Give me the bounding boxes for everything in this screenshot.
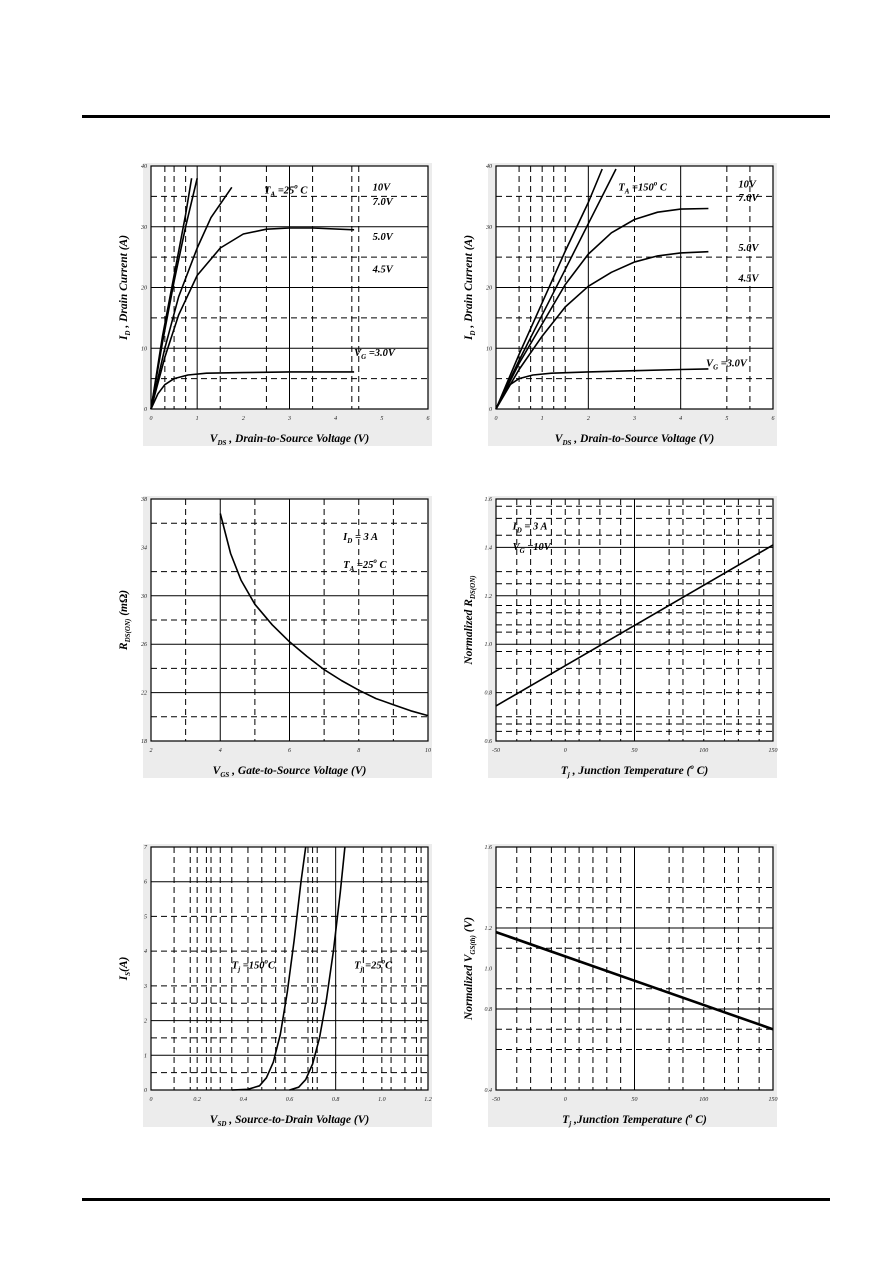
y-axis-label: Normalized $R_{DS(ON)}$	[463, 575, 477, 665]
y-tick-label: 0	[144, 407, 147, 413]
x-axis-label: $V_{SD}$ , Source-to-Drain Voltage (V)	[209, 1114, 370, 1128]
x-axis-label: $T_j$ ,Junction Temperature ($^o$ C)	[562, 1112, 707, 1128]
x-tick-label: 5	[380, 416, 384, 422]
y-axis-label: $I_S(A)$	[118, 956, 132, 981]
y-tick-label: 7	[144, 845, 147, 851]
chart-annotation: $V_G =10V$	[512, 541, 551, 555]
y-tick-label: 10	[486, 346, 492, 353]
y-tick-label: 10	[141, 346, 147, 353]
chart-annotation: 10V	[372, 182, 391, 194]
y-tick-label: 1.0	[484, 966, 492, 973]
chart-annotation: $T_A =25^o$ C	[264, 182, 308, 199]
x-tick-label: 0.4	[239, 1097, 248, 1103]
c4-chart	[463, 496, 778, 779]
chart-annotation: $T_j =150^oC$	[231, 957, 276, 974]
x-tick-label: 0	[149, 416, 153, 422]
y-tick-label: 1.2	[484, 926, 492, 932]
y-tick-label: 1.6	[484, 845, 492, 851]
x-tick-label: 3	[288, 416, 291, 422]
y-tick-label: 3	[144, 983, 147, 990]
x-tick-label: 4	[679, 416, 683, 422]
y-tick-label: 0.8	[484, 690, 492, 697]
x-tick-label: 6	[426, 416, 430, 422]
chart-annotation: 4.5V	[738, 273, 759, 285]
y-tick-label: 1.6	[484, 497, 492, 503]
y-axis-label: $I_D$ , Drain Current (A)	[118, 234, 132, 341]
x-tick-label: 1	[540, 416, 544, 422]
chart-annotation: $T_A =150^o$ C	[618, 179, 667, 196]
x-tick-label: 2	[149, 748, 153, 754]
y-tick-label: 30	[141, 593, 147, 600]
x-tick-label: 0.8	[331, 1097, 340, 1103]
x-tick-label: 150	[768, 1097, 778, 1103]
y-tick-label: 30	[486, 224, 492, 231]
y-tick-label: 34	[141, 545, 147, 552]
chart-annotation: $T_A =25^o$ C	[343, 556, 387, 573]
y-tick-label: 1.0	[484, 642, 492, 649]
x-tick-label: 8	[357, 748, 361, 754]
y-tick-label: 6	[144, 879, 147, 886]
x-tick-label: 0	[149, 1097, 153, 1103]
chart-annotation: $V_G =3.0V$	[706, 358, 747, 372]
c6-chart	[463, 844, 778, 1128]
x-axis-label: $V_{DS}$ , Drain-to-Source Voltage (V)	[209, 433, 370, 447]
c5-chart	[118, 844, 432, 1128]
x-tick-label: 150	[768, 748, 778, 754]
x-tick-label: 0	[494, 416, 498, 422]
chart-annotation: 5.0V	[372, 232, 393, 244]
y-tick-label: 0	[144, 1088, 147, 1094]
x-tick-label: 2	[586, 416, 590, 422]
y-tick-label: 2	[144, 1018, 147, 1025]
y-tick-label: 0	[489, 407, 492, 413]
x-tick-label: -50	[492, 1097, 500, 1103]
y-tick-label: 0.4	[484, 1088, 492, 1094]
chart-annotation: $V_G =3.0V$	[354, 348, 395, 362]
y-tick-label: 18	[141, 739, 147, 745]
x-tick-label: 1.0	[378, 1097, 386, 1103]
x-tick-label: 3	[633, 416, 636, 422]
x-tick-label: 50	[631, 1097, 638, 1103]
chart-annotation: 5.0V	[738, 243, 759, 255]
chart-annotation: 4.5V	[372, 264, 393, 276]
x-tick-label: 6	[288, 748, 291, 754]
y-tick-label: 40	[486, 164, 492, 170]
y-tick-label: 20	[141, 285, 147, 292]
y-tick-label: 0.6	[484, 739, 492, 745]
x-tick-label: 2	[241, 416, 245, 422]
y-axis-label: Normalized $V_{GS(th)}$ (V)	[463, 916, 477, 1021]
c1-chart	[118, 163, 432, 447]
y-tick-label: 0.8	[484, 1007, 492, 1013]
y-tick-label: 30	[141, 224, 147, 231]
y-tick-label: 40	[141, 164, 147, 170]
chart-annotation: $I_D = 3$ A	[343, 532, 379, 546]
y-axis-label: $I_D$ , Drain Current (A)	[463, 234, 477, 341]
y-tick-label: 1	[144, 1053, 147, 1060]
x-axis-label: $V_{GS}$ , Gate-to-Source Voltage (V)	[212, 765, 367, 779]
x-tick-label: 0	[563, 1097, 567, 1103]
y-tick-label: 5	[144, 914, 147, 921]
x-tick-label: 0.6	[285, 1097, 294, 1103]
chart-annotation: $I_D = 3$ A	[512, 521, 548, 535]
x-tick-label: 4	[218, 748, 222, 754]
y-tick-label: 1.4	[484, 545, 492, 552]
x-tick-label: 1	[195, 416, 199, 422]
y-tick-label: 20	[486, 285, 492, 292]
y-tick-label: 4	[144, 949, 147, 956]
c2-chart	[463, 163, 777, 447]
x-tick-label: 0	[563, 748, 567, 754]
x-tick-label: 5	[725, 416, 729, 422]
y-tick-label: 38	[141, 497, 147, 503]
x-tick-label: -50	[492, 748, 500, 754]
x-axis-label: $V_{DS}$ , Drain-to-Source Voltage (V)	[554, 433, 715, 447]
c3-chart	[118, 496, 432, 779]
y-tick-label: 1.2	[484, 593, 492, 600]
x-tick-label: 1.2	[424, 1097, 432, 1103]
x-tick-label: 6	[771, 416, 775, 422]
y-tick-label: 22	[141, 690, 147, 697]
chart-annotation: 10V	[738, 179, 756, 191]
x-tick-label: 50	[631, 748, 638, 754]
x-tick-label: 4	[334, 416, 338, 422]
chart-annotation: 7.0V	[738, 193, 759, 205]
x-axis-label: $T_j$ , Junction Temperature ($^o$ C)	[560, 763, 709, 779]
chart-annotation: 7.0V	[372, 196, 393, 208]
x-tick-label: 100	[699, 748, 709, 754]
y-axis-label: $R_{DS(ON)}$ (mΩ)	[118, 589, 132, 651]
x-tick-label: 100	[699, 1097, 709, 1103]
x-tick-label: 0.2	[193, 1097, 201, 1103]
chart-annotation: $T_j =25^oC$	[354, 957, 393, 974]
y-tick-label: 26	[141, 642, 147, 649]
x-tick-label: 10	[425, 748, 431, 754]
